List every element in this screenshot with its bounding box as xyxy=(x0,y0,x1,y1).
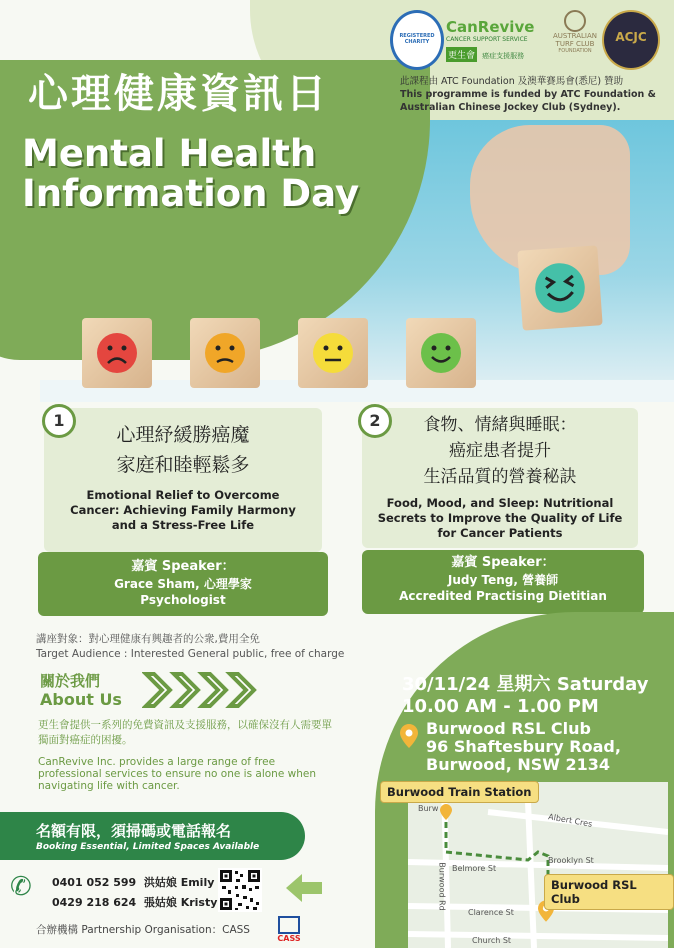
cube-happy xyxy=(406,318,476,388)
location-pin-icon xyxy=(400,724,418,748)
cube-sad xyxy=(82,318,152,388)
registered-charity-logo: REGISTERED CHARITY xyxy=(390,10,444,70)
train-station-marker xyxy=(440,804,452,820)
sad-face-icon xyxy=(96,332,138,374)
session-1-speaker: 嘉賓 Speaker： Grace Sham, 心理學家 Psychologist xyxy=(38,552,328,616)
session-1-number: 1 xyxy=(42,404,76,438)
about-title-cn: 關於我們 xyxy=(40,672,101,690)
session-1-title-en: Emotional Relief to Overcome Cancer: Achieving Family Harmony and a Stress-Free Life xyxy=(70,488,296,532)
session-1-card xyxy=(44,408,322,552)
cass-logo: CASS xyxy=(270,916,308,946)
phone-icon: ✆ xyxy=(10,872,32,902)
event-date: 30/11/24 星期六 Saturday xyxy=(402,674,649,695)
session-2-card xyxy=(362,408,638,548)
target-audience: 講座對象：對心理健康有興趣者的公衆,費用全免 Target Audience : Interested General public, free of charge xyxy=(36,633,345,660)
acjc-logo: ACJC xyxy=(602,10,660,70)
happy-face-icon xyxy=(420,332,462,374)
arrow-left-icon xyxy=(282,868,326,908)
chevron-right-icon xyxy=(142,670,260,710)
cube-laughing xyxy=(517,245,602,330)
about-text-cn: 更生會提供一系列的免費資訊及支援服務，以確保沒有人需要單獨面對癌症的困擾。 xyxy=(38,719,332,746)
cube-unhappy xyxy=(190,318,260,388)
location-map[interactable]: Burw Albert Cres Belmore St Brooklyn St Clarence St Church St Burwood Rd xyxy=(408,782,668,948)
qr-code[interactable] xyxy=(218,868,262,912)
session-2-title-cn-2: 癌症患者提升 xyxy=(449,441,551,461)
session-2-number: 2 xyxy=(358,404,392,438)
event-venue: Burwood RSL Club 96 Shaftesbury Road, Burwood, NSW 2134 xyxy=(426,719,621,774)
map-label-rsl-club: Burwood RSL Club xyxy=(544,874,674,910)
cube-neutral xyxy=(298,318,368,388)
booking-banner: 名額有限，須掃碼或電話報名 Booking Essential, Limited Spaces Available xyxy=(0,812,305,860)
partnership-organisation: 合辦機構 Partnership Organisation：CASS xyxy=(36,924,250,936)
canrevive-logo: CanRevive CANCER SUPPORT SERVICE 更生會 癌症支援服務 xyxy=(446,18,535,61)
map-label-train-station: Burwood Train Station xyxy=(380,781,539,803)
about-title-en: About Us xyxy=(40,690,122,709)
sponsor-logos xyxy=(390,10,670,72)
session-2-speaker: 嘉賓 Speaker： Judy Teng, 營養師 Accredited Practising Dietitian xyxy=(362,550,644,614)
neutral-face-icon xyxy=(312,332,354,374)
title-chinese: 心理健康資訊日 xyxy=(28,71,329,117)
session-1-title-cn-2: 家庭和睦輕鬆多 xyxy=(116,454,250,476)
session-2-title-cn-3: 生活品質的營養秘訣 xyxy=(423,467,577,487)
contact-kristy[interactable]: 0429 218 624 張姑娘 Kristy xyxy=(52,896,218,909)
event-time: 10.00 AM - 1.00 PM xyxy=(402,696,599,717)
unhappy-face-icon xyxy=(204,332,246,374)
session-2-title-en: Food, Mood, and Sleep: Nutritional Secrets to Improve the Quality of Life for Cancer Patients xyxy=(377,496,623,540)
session-2-title-cn-1: 食物、情緒與睡眠： xyxy=(423,415,577,435)
contact-emily[interactable]: 0401 052 599 洪姑娘 Emily xyxy=(52,876,215,889)
funding-notice: 此課程由 ATC Foundation 及澳華賽馬會(悉尼) 贊助 This programme is funded by ATC Foundation & Australian Chinese Jockey Club (Sydney). xyxy=(400,76,656,113)
laughing-face-icon xyxy=(532,260,588,316)
about-text-en: CanRevive Inc. provides a large range of free professional services to ensure no one is alone when navigating life with cancer. xyxy=(38,756,316,792)
atc-foundation-logo: AUSTRALIAN TURF CLUB FOUNDATION xyxy=(550,10,600,70)
session-1-title-cn-1: 心理紓緩勝癌魔 xyxy=(116,424,250,446)
title-english: Mental Health Information Day xyxy=(22,132,360,215)
